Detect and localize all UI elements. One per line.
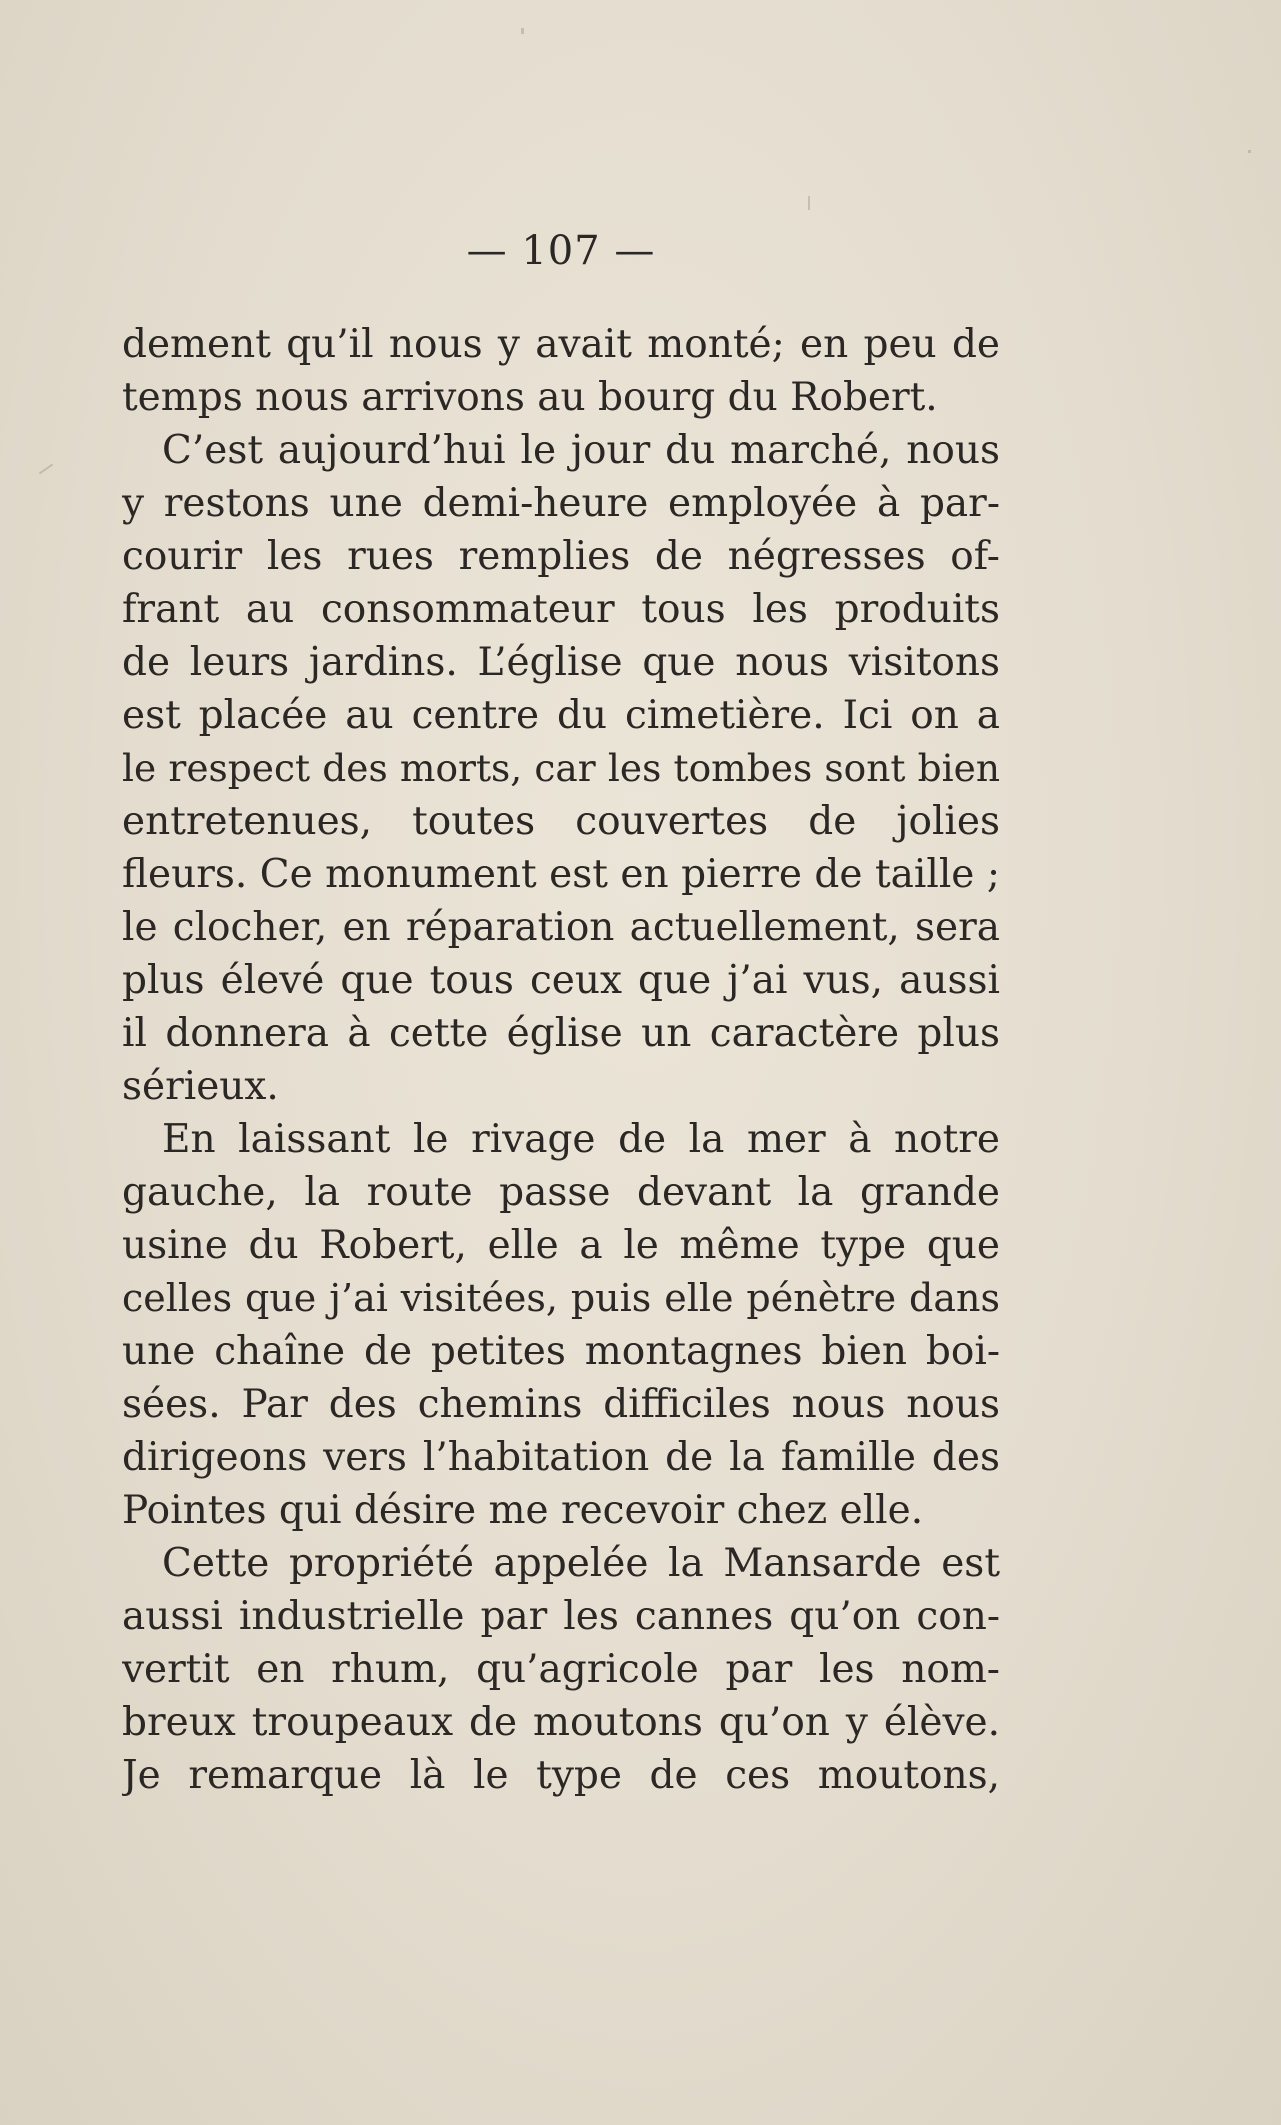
text-line: aussi industrielle par les cannes qu’on con- [122, 1594, 1000, 1639]
text-line: dirigeons vers l’habitation de la famille des [122, 1435, 1000, 1480]
text-line: Pointes qui désire me recevoir chez elle. [122, 1488, 924, 1533]
text-line: En laissant le rivage de la mer à notre [162, 1117, 1000, 1162]
text-line: entretenues, toutes couvertes de jolies [122, 799, 1000, 844]
text-line: le respect des morts, car les tombes sont bien [122, 746, 1000, 790]
text-line: breux troupeaux de moutons qu’on y élève. [122, 1700, 1000, 1745]
text-line: il donnera à cette église un caractère plus [122, 1011, 1000, 1056]
paper-speck [808, 196, 810, 210]
text-line: une chaîne de petites montagnes bien boi- [122, 1329, 1000, 1374]
text-line: fleurs. Ce monument est en pierre de taille ; [122, 852, 1000, 897]
text-line: vertit en rhum, qu’agricole par les nom- [122, 1647, 1000, 1692]
text-line: frant au consommateur tous les produits [122, 587, 1000, 632]
paper-speck [39, 464, 53, 475]
text-line: temps nous arrivons au bourg du Robert. [122, 375, 938, 420]
body-text [122, 318, 1000, 1802]
text-line: de leurs jardins. L’église que nous visitons [122, 640, 1000, 685]
text-line: C’est aujourd’hui le jour du marché, nous [162, 428, 1000, 473]
page-number: — 107 — [466, 228, 656, 274]
text-line: plus élevé que tous ceux que j’ai vus, aussi [122, 958, 1000, 1003]
paper-speck [521, 28, 524, 34]
text-line: y restons une demi-heure employée à par- [122, 481, 1000, 526]
text-line: le clocher, en réparation actuellement, sera [122, 905, 1000, 950]
paper-speck [1248, 150, 1251, 153]
text-line: usine du Robert, elle a le même type que [122, 1223, 1000, 1268]
text-line: sérieux. [122, 1064, 279, 1109]
text-line: Je remarque là le type de ces moutons, [122, 1753, 1000, 1798]
text-line: celles que j’ai visitées, puis elle pénètre dans [122, 1276, 1000, 1320]
text-line: sées. Par des chemins difficiles nous nous [122, 1382, 1000, 1427]
text-line: gauche, la route passe devant la grande [122, 1170, 1000, 1215]
text-line: courir les rues remplies de négresses of- [122, 534, 1000, 579]
text-line: Cette propriété appelée la Mansarde est [162, 1541, 1000, 1586]
text-line: est placée au centre du cimetière. Ici on a [122, 693, 1000, 738]
text-line: dement qu’il nous y avait monté; en peu de [122, 322, 1000, 367]
